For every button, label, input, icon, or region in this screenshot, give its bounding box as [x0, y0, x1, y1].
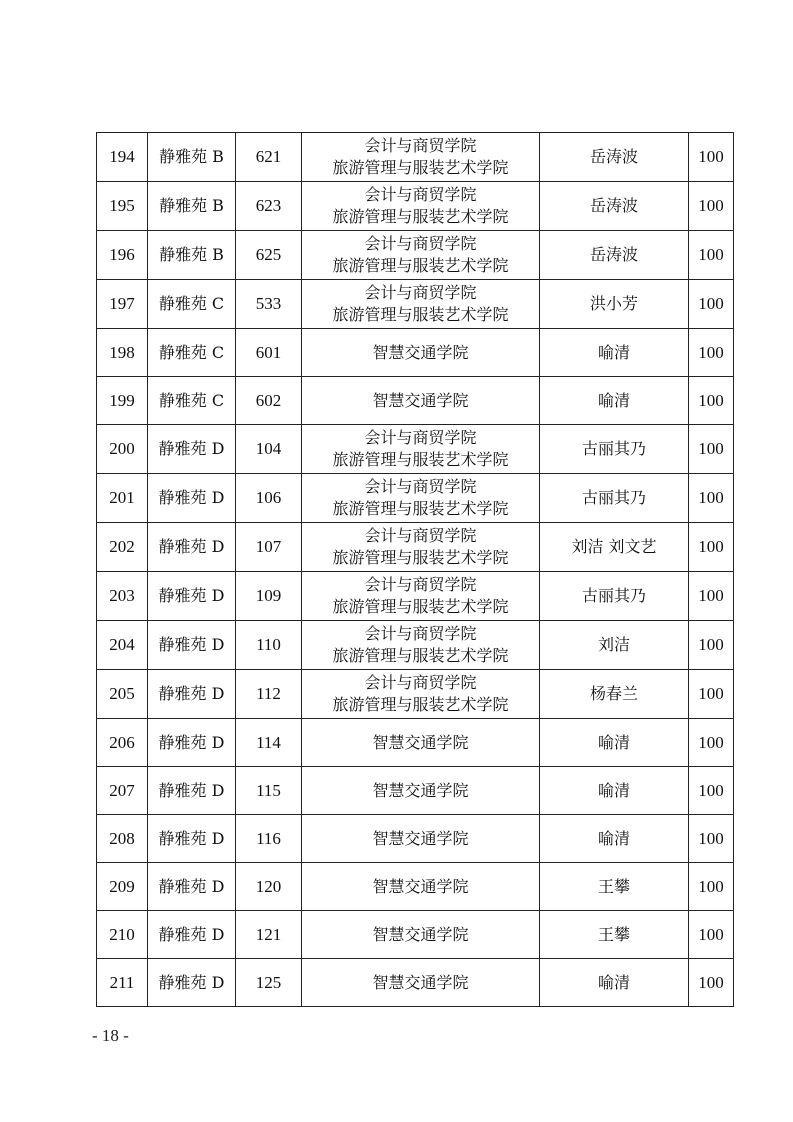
row-number-cell: 196	[97, 231, 148, 280]
score-cell: 100	[689, 959, 734, 1007]
responsible-person-cell: 杨春兰	[540, 670, 689, 719]
room-number-cell: 104	[236, 425, 302, 474]
row-number-cell: 197	[97, 280, 148, 329]
score-cell: 100	[689, 133, 734, 182]
responsible-person-cell: 喻清	[540, 329, 689, 377]
score-cell: 100	[689, 767, 734, 815]
college-name-line: 会计与商贸学院	[364, 624, 477, 643]
college-name-line: 智慧交通学院	[372, 924, 469, 944]
building-cell: 静雅苑 D	[148, 815, 236, 863]
page-number: - 18 -	[92, 1026, 129, 1045]
college-cell	[302, 911, 540, 959]
college-name-line: 会计与商贸学院	[364, 526, 477, 545]
college-cell	[302, 767, 540, 815]
responsible-person-cell: 洪小芳	[540, 280, 689, 329]
table-row	[97, 182, 734, 231]
row-number-cell: 201	[97, 474, 148, 523]
row-number-cell: 195	[97, 182, 148, 231]
table-row	[97, 863, 734, 911]
college-name-line: 旅游管理与服装艺术学院	[332, 158, 509, 177]
building-cell: 静雅苑 D	[148, 959, 236, 1007]
building-cell: 静雅苑 B	[148, 182, 236, 231]
score-cell: 100	[689, 329, 734, 377]
building-cell: 静雅苑 D	[148, 621, 236, 670]
table-row	[97, 911, 734, 959]
row-number-cell: 198	[97, 329, 148, 377]
college-name-line: 智慧交通学院	[372, 390, 469, 410]
college-name-line: 旅游管理与服装艺术学院	[332, 695, 509, 714]
college-name-line: 旅游管理与服装艺术学院	[332, 207, 509, 226]
row-number-cell: 200	[97, 425, 148, 474]
room-number-cell: 120	[236, 863, 302, 911]
college-cell	[302, 133, 540, 182]
score-cell: 100	[689, 621, 734, 670]
table-row	[97, 231, 734, 280]
building-cell: 静雅苑 D	[148, 474, 236, 523]
building-cell: 静雅苑 D	[148, 572, 236, 621]
table-row	[97, 377, 734, 425]
college-name-line: 旅游管理与服装艺术学院	[332, 450, 509, 469]
room-number-cell: 602	[236, 377, 302, 425]
college-name-line: 旅游管理与服装艺术学院	[332, 548, 509, 567]
college-name-line: 会计与商贸学院	[364, 283, 477, 302]
room-number-cell: 116	[236, 815, 302, 863]
college-name-line: 智慧交通学院	[372, 780, 469, 800]
score-cell: 100	[689, 863, 734, 911]
building-cell: 静雅苑 C	[148, 280, 236, 329]
row-number-cell: 207	[97, 767, 148, 815]
table-row	[97, 133, 734, 182]
row-number-cell: 204	[97, 621, 148, 670]
college-name-line: 智慧交通学院	[372, 342, 469, 362]
building-cell: 静雅苑 D	[148, 863, 236, 911]
building-cell: 静雅苑 C	[148, 377, 236, 425]
college-cell	[302, 621, 540, 670]
dormitory-score-table	[96, 132, 734, 1007]
college-name-line: 旅游管理与服装艺术学院	[332, 499, 509, 518]
room-number-cell: 625	[236, 231, 302, 280]
building-cell: 静雅苑 C	[148, 329, 236, 377]
table-row	[97, 670, 734, 719]
room-number-cell: 109	[236, 572, 302, 621]
responsible-person-cell: 喻清	[540, 815, 689, 863]
room-number-cell: 110	[236, 621, 302, 670]
table-row	[97, 959, 734, 1007]
college-cell	[302, 280, 540, 329]
college-name-line: 会计与商贸学院	[364, 575, 477, 594]
building-cell: 静雅苑 D	[148, 911, 236, 959]
college-name-line: 会计与商贸学院	[364, 136, 477, 155]
college-cell	[302, 425, 540, 474]
room-number-cell: 107	[236, 523, 302, 572]
score-cell: 100	[689, 572, 734, 621]
responsible-person-cell: 岳涛波	[540, 182, 689, 231]
college-cell	[302, 377, 540, 425]
college-cell	[302, 474, 540, 523]
college-name-line: 智慧交通学院	[372, 732, 469, 752]
college-cell	[302, 182, 540, 231]
responsible-person-cell: 古丽其乃	[540, 572, 689, 621]
college-cell	[302, 959, 540, 1007]
row-number-cell: 199	[97, 377, 148, 425]
table-row	[97, 425, 734, 474]
college-cell	[302, 719, 540, 767]
table-row	[97, 767, 734, 815]
college-cell	[302, 329, 540, 377]
table-row	[97, 474, 734, 523]
college-cell	[302, 863, 540, 911]
score-cell: 100	[689, 280, 734, 329]
row-number-cell: 210	[97, 911, 148, 959]
table-row	[97, 621, 734, 670]
building-cell: 静雅苑 D	[148, 670, 236, 719]
building-cell: 静雅苑 D	[148, 767, 236, 815]
room-number-cell: 533	[236, 280, 302, 329]
room-number-cell: 623	[236, 182, 302, 231]
responsible-person-cell: 岳涛波	[540, 231, 689, 280]
building-cell: 静雅苑 B	[148, 133, 236, 182]
table-body	[97, 133, 734, 1007]
building-cell: 静雅苑 B	[148, 231, 236, 280]
responsible-person-cell: 岳涛波	[540, 133, 689, 182]
room-number-cell: 112	[236, 670, 302, 719]
score-cell: 100	[689, 231, 734, 280]
college-name-line: 旅游管理与服装艺术学院	[332, 646, 509, 665]
row-number-cell: 205	[97, 670, 148, 719]
score-cell: 100	[689, 182, 734, 231]
table-row	[97, 572, 734, 621]
college-name-line: 智慧交通学院	[372, 876, 469, 896]
room-number-cell: 115	[236, 767, 302, 815]
row-number-cell: 209	[97, 863, 148, 911]
table-row	[97, 329, 734, 377]
college-name-line: 智慧交通学院	[372, 828, 469, 848]
responsible-person-cell: 喻清	[540, 767, 689, 815]
score-cell: 100	[689, 670, 734, 719]
room-number-cell: 601	[236, 329, 302, 377]
responsible-person-cell: 喻清	[540, 959, 689, 1007]
score-cell: 100	[689, 523, 734, 572]
score-cell: 100	[689, 474, 734, 523]
college-name-line: 会计与商贸学院	[364, 234, 477, 253]
room-number-cell: 114	[236, 719, 302, 767]
score-cell: 100	[689, 911, 734, 959]
college-name-line: 智慧交通学院	[372, 972, 469, 992]
responsible-person-cell: 古丽其乃	[540, 474, 689, 523]
table-row	[97, 280, 734, 329]
score-cell: 100	[689, 377, 734, 425]
room-number-cell: 121	[236, 911, 302, 959]
row-number-cell: 203	[97, 572, 148, 621]
responsible-person-cell: 刘洁 刘文艺	[540, 523, 689, 572]
row-number-cell: 194	[97, 133, 148, 182]
college-cell	[302, 670, 540, 719]
responsible-person-cell: 喻清	[540, 377, 689, 425]
college-name-line: 会计与商贸学院	[364, 673, 477, 692]
building-cell: 静雅苑 D	[148, 523, 236, 572]
table-row	[97, 815, 734, 863]
row-number-cell: 211	[97, 959, 148, 1007]
row-number-cell: 208	[97, 815, 148, 863]
room-number-cell: 621	[236, 133, 302, 182]
building-cell: 静雅苑 D	[148, 719, 236, 767]
responsible-person-cell: 王攀	[540, 863, 689, 911]
responsible-person-cell: 刘洁	[540, 621, 689, 670]
college-name-line: 会计与商贸学院	[364, 477, 477, 496]
college-name-line: 会计与商贸学院	[364, 428, 477, 447]
college-name-line: 旅游管理与服装艺术学院	[332, 597, 509, 616]
college-cell	[302, 231, 540, 280]
responsible-person-cell: 古丽其乃	[540, 425, 689, 474]
score-cell: 100	[689, 815, 734, 863]
table-row	[97, 719, 734, 767]
room-number-cell: 106	[236, 474, 302, 523]
row-number-cell: 206	[97, 719, 148, 767]
responsible-person-cell: 喻清	[540, 719, 689, 767]
college-cell	[302, 815, 540, 863]
row-number-cell: 202	[97, 523, 148, 572]
score-cell: 100	[689, 719, 734, 767]
score-cell: 100	[689, 425, 734, 474]
room-number-cell: 125	[236, 959, 302, 1007]
building-cell: 静雅苑 D	[148, 425, 236, 474]
college-name-line: 旅游管理与服装艺术学院	[332, 305, 509, 324]
college-cell	[302, 523, 540, 572]
college-name-line: 会计与商贸学院	[364, 185, 477, 204]
responsible-person-cell: 王攀	[540, 911, 689, 959]
college-name-line: 旅游管理与服装艺术学院	[332, 256, 509, 275]
college-cell	[302, 572, 540, 621]
table-row	[97, 523, 734, 572]
